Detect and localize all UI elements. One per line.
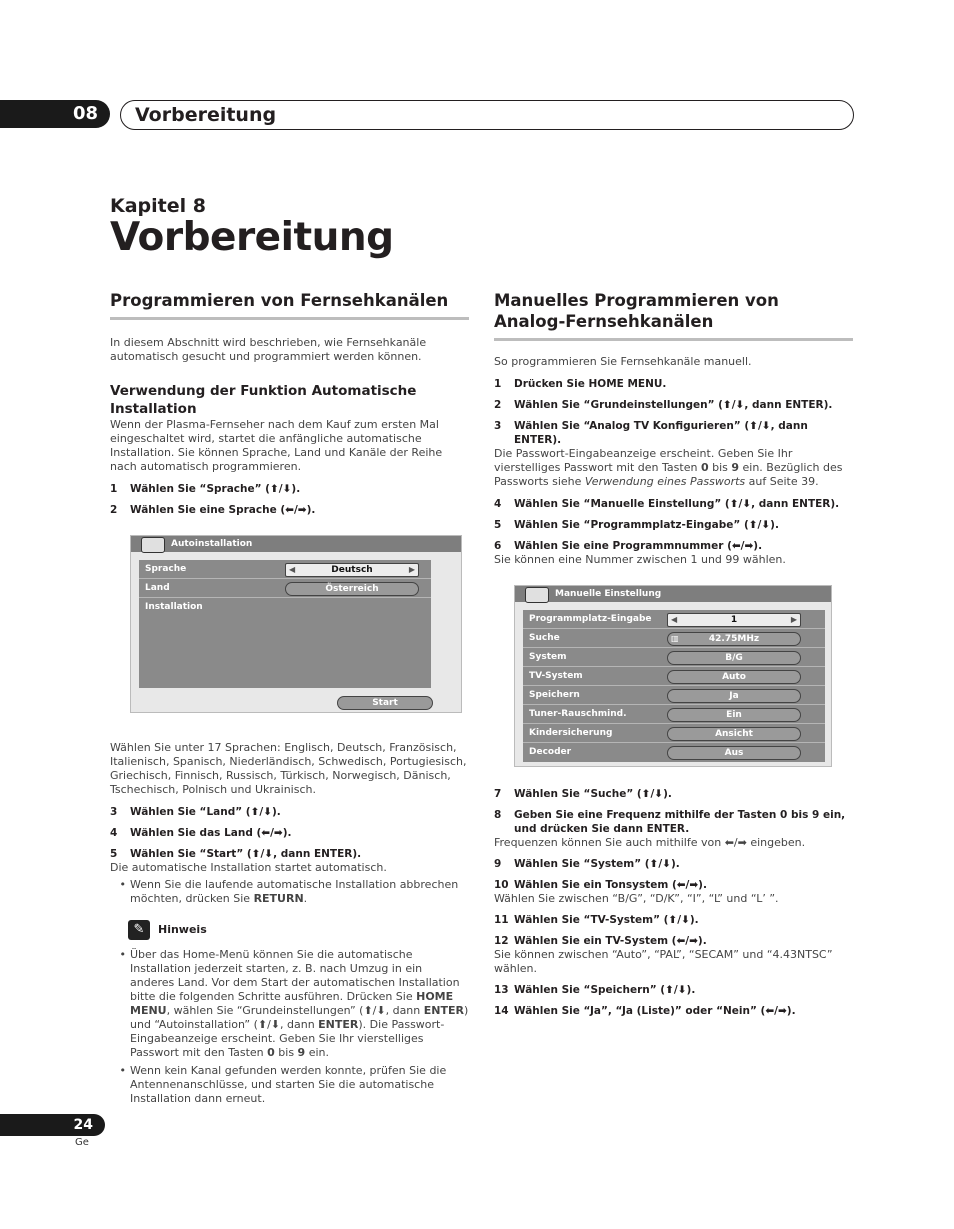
step-item: 8 Geben Sie eine Frequenz mithilfe der Tasten 0 bis 9 ein, und drücken Sie dann ENTER.	[494, 809, 846, 835]
step-item: 5 Wählen Sie “Programmplatz-Eingabe” (⬆/⬇).	[494, 519, 779, 531]
step-item: 2 Wählen Sie “Grundeinstellungen” (⬆/⬇, dann ENTER).	[494, 399, 833, 411]
osd-row-sprache[interactable]: Sprache ◀ Deutsch ▶	[139, 560, 431, 579]
right-intro: So programmieren Sie Fernsehkanäle manuell.	[494, 355, 752, 368]
suche-value[interactable]: ▥ 42.75MHz	[667, 632, 801, 646]
step6-note: Sie können eine Nummer zwischen 1 und 99 wählen.	[494, 553, 786, 566]
tv-menu-icon	[141, 537, 165, 553]
chapter-title: Vorbereitung	[110, 215, 394, 260]
tv-menu-icon	[525, 587, 549, 603]
osd-header: Autoinstallation	[131, 536, 461, 552]
right-column	[494, 290, 853, 1018]
step-item: 7 Wählen Sie “Suche” (⬆/⬇).	[494, 788, 672, 800]
osd-row-system[interactable]: System B/G	[523, 648, 825, 667]
step-item: 3 Wählen Sie “Analog TV Konfigurieren” (⬆/⬇, dann ENTER).	[494, 420, 808, 446]
programmplatz-selector[interactable]: ◀ 1 ▶	[667, 613, 801, 627]
pencil-icon: ✎	[128, 920, 150, 940]
step-item: 14 Wählen Sie “Ja”, “Ja (Liste)” oder “Nein” (⬅/➡).	[494, 1005, 796, 1017]
languages-text: Wählen Sie unter 17 Sprachen: Englisch, Deutsch, Französisch, Italienisch, Spanisch, Niederländisch, Schwedisch, Portugiesisch, Griechisch, Finnisch, Russisch, Türkisch, Norwegisch, Dänisch, Tschechisch, Polnisch und Ukrainisch.	[110, 741, 467, 796]
tv-system-value[interactable]: Auto	[667, 670, 801, 684]
left-column	[110, 290, 469, 1106]
right-heading: Manuelles Programmieren von Analog-Fernsehkanälen	[494, 290, 853, 341]
sprache-selector[interactable]: ◀ Deutsch ▶	[285, 563, 419, 577]
step-item: 3 Wählen Sie “Land” (⬆/⬇).	[110, 806, 281, 818]
hint-bullet: • Wenn kein Kanal gefunden werden konnte, prüfen Sie die Antennenanschlüsse, und starten Sie die automatische Installation dann erneut.	[119, 1064, 447, 1105]
step10-note: Wählen Sie zwischen “B/G”, “D/K”, “I”, “L” und “L’ ”.	[494, 892, 779, 905]
osd-row-suche[interactable]: Suche ▥ 42.75MHz	[523, 629, 825, 648]
step-item: 5 Wählen Sie “Start” (⬆/⬇, dann ENTER).	[110, 848, 362, 860]
osd-row-tuner-rauschmind[interactable]: Tuner-Rauschmind. Ein	[523, 705, 825, 724]
step-item: 4 Wählen Sie das Land (⬅/➡).	[110, 827, 292, 839]
osd-body	[523, 610, 825, 762]
osd-row-decoder[interactable]: Decoder Aus	[523, 743, 825, 762]
osd-header: Manuelle Einstellung	[515, 586, 831, 602]
step-item: 13 Wählen Sie “Speichern” (⬆/⬇).	[494, 984, 696, 996]
step-item: 2 Wählen Sie eine Sprache (⬅/➡).	[110, 504, 316, 516]
step3-note: Die Passwort-Eingabeanzeige erscheint. Geben Sie Ihr vierstelliges Passwort mit den Tasten 0 bis 9 ein. Bezüglich des Passworts siehe Verwendung eines Passworts auf Seite 39.	[494, 447, 843, 488]
step-item: 12 Wählen Sie ein TV-System (⬅/➡).	[494, 935, 707, 947]
step-item: 4 Wählen Sie “Manuelle Einstellung” (⬆/⬇, dann ENTER).	[494, 498, 840, 510]
chapter-label: Kapitel 8	[110, 195, 206, 217]
osd-row-kindersicherung[interactable]: Kindersicherung Ansicht	[523, 724, 825, 743]
language-code: Ge	[75, 1137, 89, 1148]
left-intro: In diesem Abschnitt wird beschrieben, wie Fernsehkanäle automatisch gesucht und programmiert werden können.	[110, 336, 427, 363]
step5-note: Die automatische Installation startet automatisch.	[110, 861, 387, 874]
start-button[interactable]: Start	[337, 696, 433, 710]
hint-bullet: • Über das Home-Menü können Sie die automatische Installation jederzeit starten, z. B. nach Umzug in ein anderes Land. Vor dem Start der automatischen Installation bitte die folgenden Schritte ausführen. Drücken Sie HOME MENU, wählen Sie “Grundeinstellungen” (⬆/⬇, dann ENTER) und “Autoinstallation” (⬆/⬇, dann ENTER). Die Passwort-Eingabeanzeige erscheint. Geben Sie Ihr vierstelliges Passwort mit den Tasten 0 bis 9 ein.	[119, 948, 469, 1059]
chapter-number-tab: 08	[0, 100, 110, 128]
step12-note: Sie können zwischen “Auto”, “PAL”, “SECAM” und “4.43NTSC” wählen.	[494, 948, 833, 975]
land-value[interactable]: Österreich	[285, 582, 419, 596]
osd-row-land[interactable]: Land Österreich	[139, 579, 431, 598]
section-title-bar: Vorbereitung	[120, 100, 854, 130]
osd-body	[139, 560, 431, 688]
left-heading: Programmieren von Fernsehkanälen	[110, 290, 469, 320]
hint-heading: ✎ Hinweis	[128, 920, 469, 940]
tuner-rauschmind-value[interactable]: Ein	[667, 708, 801, 722]
step-item: 11 Wählen Sie “TV-System” (⬆/⬇).	[494, 914, 699, 926]
step-item: 6 Wählen Sie eine Programmnummer (⬅/➡).	[494, 540, 763, 552]
left-subheading: Verwendung der Funktion Automatische Installation	[110, 383, 417, 417]
bullet-item: • Wenn Sie die laufende automatische Installation abbrechen möchten, drücken Sie RETURN.	[119, 878, 459, 905]
osd-row-programmplatz[interactable]: Programmplatz-Eingabe ◀ 1 ▶	[523, 610, 825, 629]
decoder-value[interactable]: Aus	[667, 746, 801, 760]
osd-row-speichern[interactable]: Speichern Ja	[523, 686, 825, 705]
step-item: 1 Drücken Sie HOME MENU.	[494, 378, 667, 390]
osd-row-installation[interactable]: Installation	[145, 602, 203, 612]
step-item: 9 Wählen Sie “System” (⬆/⬇).	[494, 858, 680, 870]
osd-row-tv-system[interactable]: TV-System Auto	[523, 667, 825, 686]
autoinstallation-osd	[130, 535, 462, 713]
manual-setting-osd	[514, 585, 832, 767]
page-number: 24	[0, 1114, 105, 1136]
step8-note: Frequenzen können Sie auch mithilfe von ⬅/➡ eingeben.	[494, 836, 806, 849]
step-item: 1 Wählen Sie “Sprache” (⬆/⬇).	[110, 483, 301, 495]
speichern-value[interactable]: Ja	[667, 689, 801, 703]
step-item: 10 Wählen Sie ein Tonsystem (⬅/➡).	[494, 879, 707, 891]
left-sub-intro: Wenn der Plasma-Fernseher nach dem Kauf zum ersten Mal eingeschaltet wird, startet die anfängliche automatische Installation. Sie können Sprache, Land und Kanäle der Reihe nach automatisch programmieren.	[110, 418, 443, 473]
system-value[interactable]: B/G	[667, 651, 801, 665]
kindersicherung-value[interactable]: Ansicht	[667, 727, 801, 741]
